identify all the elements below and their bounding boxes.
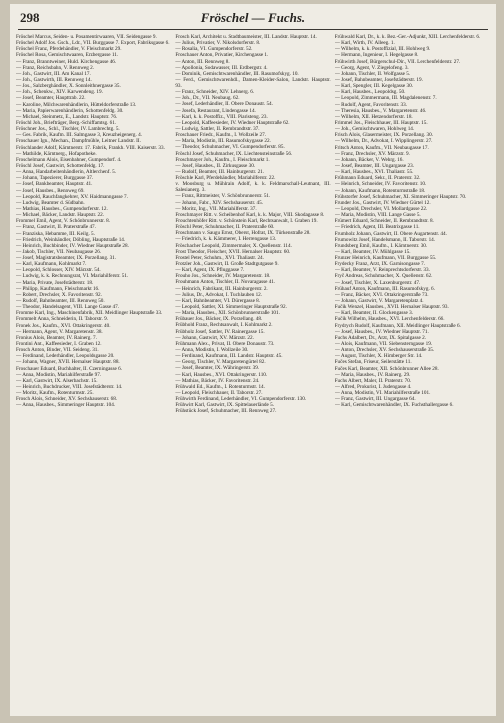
directory-entry: — Ges. Fabrik, Kaufm. III. Salmgasse 3, Kreuzheigenerg. 4. xyxy=(16,132,142,139)
directory-entry: — Karl, Hausbes., XVI. Thaliastr. 55. xyxy=(334,169,414,176)
directory-entry: — Franz, Gastwirt, III. Ungargasse 64. xyxy=(334,396,416,403)
directory-entry: — Josef, Magistratsbeamter, IX. Porzellang. 31. xyxy=(16,255,117,262)
directory-entry: — Josef, Beamter, III. Ungargasse 23. xyxy=(334,162,415,169)
directory-entry: Fröschner Jos., Schl., Tischler, IV. Lambrechtg. 5. xyxy=(16,126,120,133)
directory-entry: — Franziska, Hebamme, III. Keilg. 5. xyxy=(16,230,95,237)
page-number: 298 xyxy=(20,10,40,25)
directory-entry: — Jakob, Tischler, VII. Neubaugasse 26. xyxy=(16,248,102,255)
directory-entry: — Hermann, Agent, V. Margaretenstr. 38. xyxy=(16,328,103,335)
directory-entry: — Philipp, Kaufmann, Fleischmarkt 16. xyxy=(16,285,100,292)
directory-entry: Frosch Karl, Architekt u. Stadtbaumeister, III. Landstr. Hauptstr. 14. xyxy=(175,34,317,40)
directory-entry: Fryč Andreas, Schuhmacher, X. Quellenstr. 62. xyxy=(334,273,433,280)
directory-entry: — Karl, Agent, IX. Pfluggasse 7. xyxy=(175,267,245,274)
directory-entry: — Johann, Tapezierer, Burggasse 37. xyxy=(16,175,94,182)
directory-entry: Fröschl Joh., Briefträger, Berg.-Schiffamtsg. 61. xyxy=(16,119,117,126)
directory-entry: — Franz, Reichsbahn, V. Rennweg 2. xyxy=(16,64,95,71)
directory-entry: — Karl, Beamter, V. Reinprechtsdorferstr. 33. xyxy=(334,267,430,274)
directory-entry: — Wilhelm, Dr., Advokat, I. Wipplingerstr. 27. xyxy=(334,138,433,145)
directory-entry: Fuchs Adalbert, Dr., Arzt, IX. Spitalgasse 2. xyxy=(334,334,427,341)
directory-entry: Froschmayer Ritt. v. Scheibenhof Karl, k. k. Major, VIII. Skodagasse 8. xyxy=(175,211,325,218)
column-left xyxy=(16,34,171,712)
directory-entry: — Johann, Gastwirt, XV. Märzstr. 22. xyxy=(175,334,254,341)
directory-entry: Froschauer Ign., Mechan., Dampfmühle, Leitner Landstr. II. xyxy=(16,138,141,145)
directory-entry: Fuchs Albert, Maler, II. Praterstr. 70. xyxy=(334,377,412,384)
directory-entry: — Leopold, Sattler, XI. Simmeringer Hauptstraße 92. xyxy=(175,304,287,310)
directory-entry: — Anna, Modistin, VI. Mariahilferstraße 101. xyxy=(334,390,431,397)
directory-entry: — Anna, Modistin, I. Wollzeile 30. xyxy=(175,346,249,353)
directory-entry: — Josef, Lederhändler, II. Obere Donaustr. 54. xyxy=(175,101,273,108)
directory-entry: Froschmann v. Saugu Ernst, Oberst, Hofrat, IX. Türkenstraße 28. xyxy=(175,230,311,237)
directory-entry: Frydrych Rudolf, Kaufmann, XII. Meidlinger Hauptstraße 6. xyxy=(334,322,461,329)
running-head: Fröschel — Fuchs. xyxy=(200,10,306,25)
directory-entry: Frimmel Jos., Fleischhauer, III. Hauptstr. 15. xyxy=(334,119,428,126)
directory-entry: — Theresia, Hausbes., V. Margaretenstr. 46. xyxy=(334,107,427,114)
directory-entry: — Karl, Hausbes., Leopoldsg. 50. xyxy=(334,89,406,96)
directory-entry: Frübhold Franz, Rechtsanwalt, I. Kohlmarkt 2. xyxy=(175,322,273,329)
directory-entry: Frühwirth Ferdinand, Lederhändler, VI. Gumpendorferstr. 130. xyxy=(175,396,307,403)
directory-entry: — Ferdinand, Kaufmann, III. Landstr. Hauptstr. 45. xyxy=(175,353,283,360)
directory-entry: — Alois, Kaufmann, VII. Siebensterngasse 19. xyxy=(334,341,433,348)
directory-entry: Fröschel Rosa, Gemischtwaaren, Erzbergasse 11. xyxy=(16,52,119,59)
directory-entry: — Friedrich, k. k. Kämmerer, I. Herrengasse 13. xyxy=(175,236,277,243)
directory-entry: Fronek Jos., Kaufm., XVI. Ottakringerstr. 40. xyxy=(16,322,111,329)
directory-entry: Fröschle Karl, Pferdehändler, Mariahilferstr. 22. xyxy=(175,175,276,182)
directory-entry: Frühwald Ed., Kaufm., I. Rotenturmstr. 14. xyxy=(175,383,265,390)
directory-entry: — Leopold, Fleischhauer, II. Taborstr. 27. xyxy=(175,389,263,396)
directory-entry: — Joh., Gastwirt, III. Am Kanal 17. xyxy=(16,70,91,77)
directory-entry: — Franz, Drechsler, XV. Märzstr. 9. xyxy=(334,150,410,157)
directory-entry: Frouchtenhöfer Ritt. v. Schönstein Karl, Rechtsanwalt, I. Graben 19. xyxy=(175,218,318,225)
directory-entry: — Josef, Beamter, Haupttrab. 22. xyxy=(16,95,86,102)
directory-entry: Frübauer Jos., Bäcker, IX. Porzellang. 48. xyxy=(175,316,263,323)
directory-entry: — Joh., Dr., VII. Neubaug. 62. xyxy=(175,95,240,102)
directory-entry: — Josef, Tischler, X. Laxenburgerstr. 47. xyxy=(334,279,421,286)
directory-entry: — Johann, Kaufmann, Rotenturmstraße 18. xyxy=(334,187,426,194)
directory-entry: — Josef, Bankbeamter, Hauptstr. 41. xyxy=(16,181,93,188)
directory-entry: — Rudolf, Agent, Favoritenstr. 33. xyxy=(334,101,407,108)
directory-entry: — Alfred, Prokurist, I. Judengasse 4. xyxy=(334,384,412,391)
directory-entry: — Josef, Beamter, IX. Währingerstr. 39. xyxy=(175,365,260,372)
directory-columns xyxy=(16,34,490,712)
directory-page xyxy=(10,4,496,716)
directory-entry: — Georg, Agent, V. Ziegelofeng. 3. xyxy=(334,64,409,71)
directory-entry: Frunder Jos., Gastwirt, IV. Wiedner Gürtel 12. xyxy=(334,199,431,206)
directory-entry: Frühauf Anton, Kaufmann, III. Rasumofskyg. 6. xyxy=(334,285,435,292)
directory-entry: Froschelmann Alois, Eisenbahner, Gumpendorf. 4. xyxy=(16,156,122,163)
directory-entry: Frumholz Johann, Gastwirt, II. Obere Augartenstr. 44. xyxy=(334,230,447,237)
directory-entry: Fröschlander Adolf, Kärntnerstr. 17. Fabrik, Frankh. VIII. Kaiserstr. 33. xyxy=(16,144,165,151)
directory-entry: — Moritz, Ing., VII. Mariahilferstr. 37. xyxy=(175,205,257,212)
directory-entry: Fröschel Adolf Jos. Gsch., Ldr., VII. Burggasse 7. Export, Fabriksgasse 6. xyxy=(16,40,170,47)
directory-entry: — Joh., Gastwirth, III. Rennweg 14. xyxy=(16,76,92,83)
directory-entry: — Anton, Drechsler, XV. Sechshauserstraße 35. xyxy=(334,347,435,354)
directory-entry: Fučik Wilhelm, Hausbes., XVI. Lerchenfelderstr. 66. xyxy=(334,316,445,323)
directory-entry: Frühstorfer Josef, Schuhmacher, XI. Simmeringer Hauptstr. 70. xyxy=(334,193,467,200)
directory-entry: — Dominik, Gemischtwarenhändler, III. Rasumofskyg. 10. xyxy=(175,70,299,77)
directory-entry: Fronius Alois, Beamter, IV. Rainerg. 7. xyxy=(16,334,97,341)
directory-entry: — Anna, Hausbes., Simmeringer Hauptstr. 104. xyxy=(16,402,116,409)
directory-entry: — Wilhelm, k. k. Postoffizial, III. Hohlweg 9. xyxy=(334,46,431,53)
directory-entry: — Ferdinand, Lederhändler, Leopoldsgasse 20. xyxy=(16,353,115,360)
directory-entry: — Theodor, Handelsagent, VIII. Lange Gasse 47. xyxy=(16,304,120,311)
directory-entry: Frotzler Joh., Gastwirt, II. Große Stadtgutgasse 9. xyxy=(175,261,279,268)
directory-entry: — Theodor, Schuhmacher, VI. Gumpendorferstr. 85. xyxy=(175,144,285,151)
directory-entry: — Anna, Handarbeitenhändlerin, Altlerchenf. 5. xyxy=(16,169,116,176)
directory-entry: — Josef, Hausbes., Rennweg 69. xyxy=(16,187,85,194)
directory-entry: — Heinrich, Buchbinder, IV. Wiedner Hauptstraße 28. xyxy=(16,242,129,249)
directory-entry: Froschauer Anton, Privatier, Kirchengasse 1. xyxy=(175,52,269,59)
directory-entry: Frühmann Alex., Privat, II. Obere Donaustr. 73. xyxy=(175,340,275,347)
directory-entry: — Maria, Modistin, VIII. Lange Gasse 5. xyxy=(334,212,421,219)
directory-entry: — August, Tischler, X. Himberger Str. 14. xyxy=(334,353,423,360)
header-rule xyxy=(18,29,488,30)
directory-entry: Frisch Alois, Glasermeister, IX. Porzellang. 30. xyxy=(334,132,433,139)
directory-entry: — Jos., Salzberghändler, X. Sonnleithnergasse 35. xyxy=(16,83,121,90)
directory-entry: — Ludwig, Sattler, II. Rembrandtstr. 37. xyxy=(175,126,260,133)
directory-entry: — Karl, Wirth, IV. Alleeg. 1. xyxy=(334,40,395,47)
directory-entry: — Karl, Bahnbeamter, VI. Dürergasse 8. xyxy=(175,297,261,304)
directory-entry: — Franz, Bäcker, XVI. Ottakringerstraße 73. xyxy=(334,291,429,298)
directory-entry: Fritsch Anton, Kaufm., VII. Neubaugasse 17. xyxy=(334,144,429,151)
directory-entry: Fromme Karl, Ing., Maschinenfabrik, XII. Meidlinger Hauptstraße 33. xyxy=(16,310,163,317)
directory-entry: Frosch Alois, Schneider, XV. Sechshauserstr. 68. xyxy=(16,396,118,403)
directory-entry: — Maria, Modistin, III. Rasumofskygasse 22. xyxy=(175,138,271,145)
directory-entry: — Franz, Schneider, XIV. Lehnerg. 6. xyxy=(175,89,255,96)
directory-entry: — Robert, Drechsler, X. Favoritenstr. 92. xyxy=(16,291,102,298)
directory-entry: Frunzer Heinrich, Kaufmann, VII. Burggasse 55. xyxy=(334,255,437,262)
directory-entry: — Moritz, Kaufm., Rotenturmstr. 25. xyxy=(16,390,94,397)
directory-entry: — Johann, Fabr., XIV. Sechshauserstr. 45. xyxy=(175,199,263,206)
directory-entry: — Johann, Tischler, II. Wolfgasse 5. xyxy=(334,70,411,77)
directory-entry: Froschauer Eduard, Buchhalter, II. Czerningasse 6. xyxy=(16,365,122,372)
directory-entry: — Leopold, Rauchfangkehrer, XV. Haidmanngasse 7. xyxy=(16,193,128,200)
directory-entry: Fučik Wenzel, Hausbes., XVII. Hernalser Hauptstr. 93. xyxy=(334,304,449,311)
directory-entry: — Franz, Branntweiner, Huld. Kirchengasse 46. xyxy=(16,58,117,65)
directory-entry: — Hermann, Ingenieur, I. Hegelgasse 8. xyxy=(334,52,419,59)
directory-entry: — Wilhelm, XII. Hetzendorferstr. 18. xyxy=(334,113,413,120)
directory-entry: — Georg, Tischler, V. Margaretengürtel 82. xyxy=(175,359,266,366)
directory-entry: — Karl, Gemischtwarenhändler, IX. Fuchsthallergasse 6. xyxy=(334,402,454,409)
directory-entry: — Anna, Modistin, Mariahilferstraße 97. xyxy=(16,371,102,378)
directory-entry: — Mathilde, Kärntnerg., Hofapotheke. xyxy=(16,150,97,157)
directory-entry: — Rosalia, VI. Gumpendorferstr. 52. xyxy=(175,46,253,53)
directory-entry: — Josefa, Restaurant, Lindengasse 14. xyxy=(175,107,256,114)
directory-entry: — Maria, Papierwarenhändlerin, Schottenfeldg. 30. xyxy=(16,107,124,114)
directory-entry: — Karl, Kaufmann, Kohlmarkt 7. xyxy=(16,261,87,268)
column-middle xyxy=(175,34,330,712)
directory-entry: Frümert Eduard, Schneider, II. Rembrandtstr. 8. xyxy=(334,218,434,225)
directory-entry: — Johann, Bäcker, V. Wehrg. 16. xyxy=(334,156,404,163)
directory-entry: Frühmann Eduard, Sekr., II. Praterstr. 32. xyxy=(334,175,421,182)
directory-entry: Fröschel Franz, Pferdehändler, V. Fleischmarkt 29. xyxy=(16,46,122,53)
directory-entry: Frühwald Karl, Dr., k. k. Bez.-Ger.-Adjunkt, XIII. Lerchenfelderstr. 6. xyxy=(334,34,481,40)
directory-entry: — Maria, Private, Josefstädterstr. 18. xyxy=(16,279,94,286)
directory-entry: — Maria, Hausbes., XII. Schönbrunnerstraße 101. xyxy=(175,310,280,317)
directory-entry: — Rudolf, Bahnbeamter, III. Rennweg 50. xyxy=(16,298,105,305)
directory-entry: — Franz, Gastwirt, II. Praterstraße 47. xyxy=(16,224,96,231)
directory-entry: — Karl, Beamter, II. Glockengasse 3. xyxy=(334,310,413,317)
directory-entry: — Karl, Gastwirt, IX. Alserbachstr. 15. xyxy=(16,377,98,384)
directory-entry: Fröschl Josef, Gastwirt, Schottenfeldg. 17. xyxy=(16,162,105,169)
directory-entry: — Ludwig, k. k. Rechnungsrat, VI. Mariahilferstr. 51. xyxy=(16,273,129,280)
directory-entry: Frydecky Franz, Arzt, IX. Garnisongasse 7. xyxy=(334,261,425,268)
directory-entry: — Apollonia, Sodawasser, III. Erdbergstr. 4. xyxy=(175,64,268,71)
directory-entry: Frost Theodor, Fleischer, XVII. Hernalser Hauptstr. 60. xyxy=(175,248,291,255)
directory-entry: — Ludwig, Beamter d. Südbahn. xyxy=(16,199,85,206)
directory-entry: — Karl, Hausbes., XVI. Ottakringerstr. 110. xyxy=(175,371,268,378)
directory-entry: — Karl, Beamter, IV. Mühlgasse 15. xyxy=(334,248,411,255)
directory-entry: Fröschacher Leopold, Zimmermaler, X. Quellenstr. 114. xyxy=(175,242,292,249)
directory-entry: — Ferd., Gemischtwarenhdl., Damen-Kleider-Salon, Landstr. Hauptstr. 93. xyxy=(175,76,331,90)
directory-entry: v. Moosburg u. Mühlrain Adolf, k. k. Feldmarschall-Leutnant, III. Salesianerg. 3. xyxy=(175,181,331,194)
directory-entry: — Heinrich, Buchdrucker, VIII. Josefstädterstr. 14. xyxy=(16,384,123,391)
directory-entry: — Johann, Gastwirt, V. Margaretenplatz 4. xyxy=(334,298,424,305)
directory-entry: — Mathias, Hausbes., Gumpendorferstr. 12. xyxy=(16,205,108,212)
directory-entry: Froschauer Friedr., Kaufm., I. Wollzeile 27. xyxy=(175,132,267,139)
directory-entry: — Heinrich, Schneider, IV. Favoritenstr. 10. xyxy=(334,181,427,188)
directory-entry: — Leopold, Zimmermann, III. Magdalenenstr. 7. xyxy=(334,95,437,102)
directory-entry: — Mathias, Bäcker, IV. Favoritenstr. 24. xyxy=(175,377,260,384)
directory-entry: Fröschl Josef, Schuhmacher, IX. Liechtensteinstraße 56. xyxy=(175,150,293,157)
directory-entry: Fučes Karl, Beamter, XII. Schönbrunner Allee 28. xyxy=(334,365,439,372)
directory-entry: — Leopold, Kaffeesieder, IV. Wiedner Hauptstraße 62. xyxy=(175,119,290,126)
directory-entry: — Maria, Hausbes., IV. Rainerg. 29. xyxy=(334,371,411,378)
directory-entry: Frübholz Josef, Sattler, IV. Rainergasse 15. xyxy=(175,328,265,335)
directory-entry: — Josef, Bahnbeamter, Josefstädterstr. 19. xyxy=(334,76,423,83)
directory-entry: — Karoline, Milchwarenhändlerin, Hütteldorferstraße 13. xyxy=(16,101,137,108)
column-right xyxy=(335,34,490,712)
directory-entry: Frostel Peter, Schuhm., XVI. Thaliastr. 24. xyxy=(175,254,264,261)
directory-entry: Frühstück Josef, Schuhmacher, III. Rennweg 27. xyxy=(175,408,277,415)
directory-entry: Frouho Jos., Schneider, IV. Margaretenstr. 18. xyxy=(175,273,271,280)
directory-entry: — Josef, Hausbes., IV. Wiedner Hauptstr. 71. xyxy=(334,328,429,335)
directory-entry: Froschmayer Joh., Kaufm., I. Fleischmarkt 1. xyxy=(175,156,270,163)
directory-entry: — Julius, Dr., Advokat, I. Tuchlauben 12. xyxy=(175,291,263,298)
directory-entry: Fröschl Peter, Schuhmacher, II. Praterstraße 60. xyxy=(175,224,275,231)
directory-entry: — Anton, III. Rennweg 8. xyxy=(175,58,230,65)
directory-entry: — Michael, Steinmetz, E., Landstr. Hauptstr. 76. xyxy=(16,113,118,120)
directory-entry: Frommelt Anna, Schneiderin, II. Taborstr. 9. xyxy=(16,316,109,323)
directory-entry: Frouhmann Anton, Tischler, II. Novaragasse 41. xyxy=(175,279,276,286)
directory-entry: — Michael, Bäcker, Landstr. Hauptstr. 22. xyxy=(16,212,104,219)
directory-entry: — Joh., Gemischtwaren, Hohlweg 14. xyxy=(334,126,415,133)
directory-entry: Frühwirt Karl, Gastwirt, IX. Spittelauerlände 5. xyxy=(175,402,275,409)
directory-entry: — Franz, Rittmeister, V. Schönbrunnerstr. 51. xyxy=(175,193,271,200)
directory-entry: — Joh., Schenkw., XIV. Karwendeng. 19. xyxy=(16,89,103,96)
directory-entry: — Rudolf, Beamter, III. Hainburgerstr. 21. xyxy=(175,169,265,175)
directory-entry: Frumowitz Josef, Handelsmann, II. Taborstr. 14. xyxy=(334,236,436,243)
directory-entry: Frosch Anton, Binder, VII. Seideng. 31. xyxy=(16,347,99,354)
directory-entry: Frommel Emil, Agent, V. Schönbrunnerstr. 8. xyxy=(16,218,111,225)
directory-entry: Fröschel Marcus, Seiden- u. Posamentirwaaren, VII. Seidengasse 9. xyxy=(16,34,157,40)
directory-entry: Frühwirth Josef, Bürgerschul-Dir., VII. Lerchenfelderstr. 27. xyxy=(334,58,461,65)
directory-entry: — Karl, Spengler, III. Kegelgasse 30. xyxy=(334,83,413,90)
directory-entry: — Julius, Privatier, V. Nikolsdorferstr. 8. xyxy=(175,40,261,47)
directory-entry: Frundsberg Emil, Kaufm., I. Kärntnerstr. 30. xyxy=(334,242,428,249)
directory-entry: — Heinrich, Fabrikant, III. Hainburgerstr. 2. xyxy=(175,285,268,292)
directory-entry: — Leopold, Drechsler, VI. Mollardgasse 22. xyxy=(334,205,428,212)
directory-entry: — Friedrich, Agent, III. Beatrixgasse 11. xyxy=(334,224,420,231)
directory-entry: — Friedrich, Weinhändler, Döbling, Hauptstraße 14. xyxy=(16,236,126,243)
directory-entry: Frontini Ant., Kaffeesieder, I. Graben 12. xyxy=(16,341,102,348)
page-header xyxy=(10,4,496,30)
directory-entry: — Johann, Wagner, XVII. Hernalser Hauptstr. 88. xyxy=(16,359,120,366)
directory-entry: Fučes Stefan, Friseur, Seilerstätte 11. xyxy=(334,359,412,366)
directory-entry: — Karl, k. k. Postoffiz., VIII. Piaristeng. 23. xyxy=(175,113,268,120)
directory-entry: — Josef, Hausbes., II. Zirkusgasse 30. xyxy=(175,162,256,169)
directory-entry: — Leopold, Schlosser, XIV. Märzstr. 54. xyxy=(16,267,101,274)
